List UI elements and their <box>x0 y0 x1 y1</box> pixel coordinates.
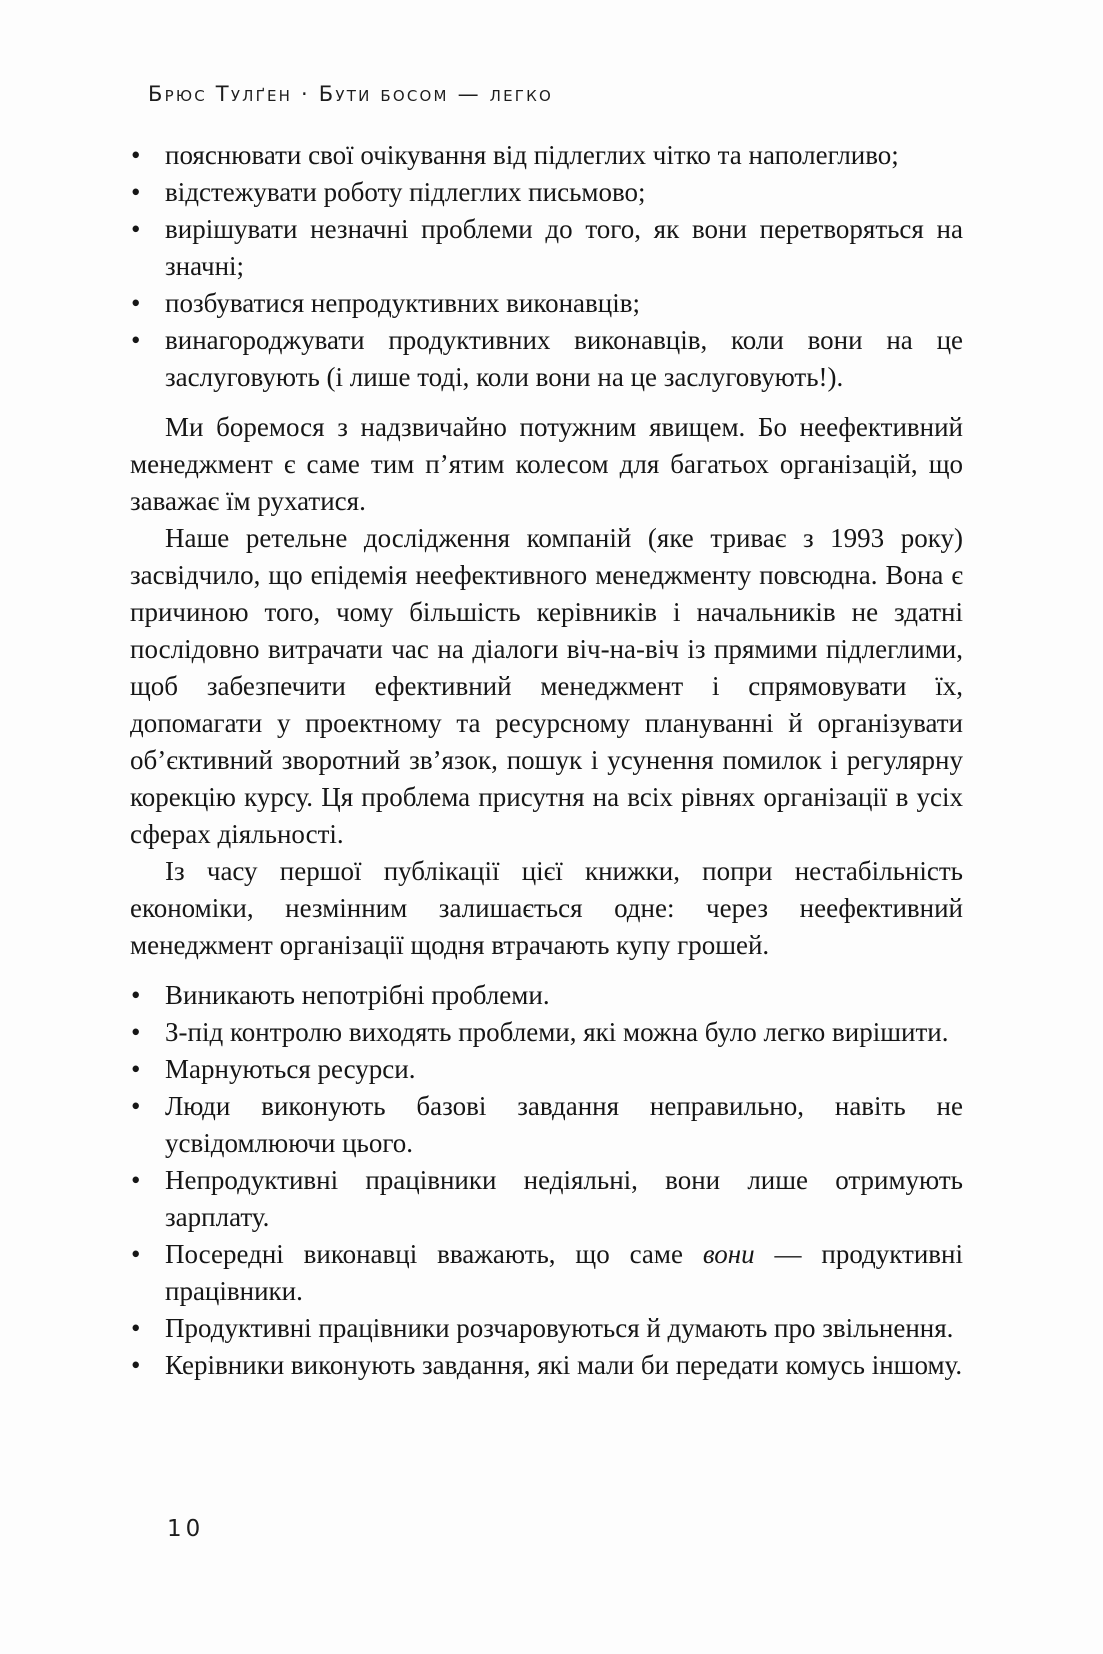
paragraph: Із часу першої публікації цієї книжки, попри нестабільність економіки, незмінним залишається одне: через неефективний менеджмент організації щодня втрачають купу грошей. <box>130 856 963 960</box>
bullet-icon: • <box>131 1017 141 1047</box>
page-body <box>130 137 963 1384</box>
bullet-item <box>130 174 963 211</box>
bullet-item <box>130 1310 963 1347</box>
bullet-list-top <box>130 137 963 396</box>
bullet-icon: • <box>131 1239 141 1269</box>
bullet-text: вирішувати незначні проблеми до того, як вони перетворяться на значні; <box>165 214 963 281</box>
bullet-text: Продуктивні працівники розчаровуються й думають про звільнення. <box>165 1313 954 1343</box>
bullet-icon: • <box>131 288 141 318</box>
bullet-text: Марнуються ресурси. <box>165 1054 416 1084</box>
paragraph: Ми боремося з надзвичайно потужним явищем. Бо неефективний менеджмент є саме тим п’ятим колесом для багатьох організацій, що заважає їм рухатися. <box>130 412 963 516</box>
bullet-text: Виникають непотрібні проблеми. <box>165 980 550 1010</box>
bullet-list-bottom <box>130 977 963 1384</box>
bullet-item <box>130 1014 963 1051</box>
bullet-item <box>130 322 963 396</box>
bullet-icon: • <box>131 214 141 244</box>
bullet-icon: • <box>131 140 141 170</box>
bullet-text: Люди виконують базові завдання неправильно, навіть не усвідомлюючи цього. <box>165 1091 963 1158</box>
bullet-icon: • <box>131 177 141 207</box>
paragraph: Наше ретельне дослідження компаній (яке триває з 1993 року) засвідчило, що епідемія неефективного менеджменту повсюдна. Вона є причиною того, чому більшість керівників і начальників не здатні послідовно витрачати час на діалоги віч-на-віч із прямими підлеглими, щоб забезпечити ефективний менеджмент і спрямовувати їх, допомагати у проектному та ресурсному плануванні й організувати об’єктивний зворотний зв’язок, пошук і усунення помилок і регулярну корекцію курсу. Ця проблема присутня на всіх рівнях організації в усіх сферах діяльності. <box>130 523 963 849</box>
running-header: Брюс Тулґен · Бути босом — легко <box>148 82 554 106</box>
bullet-text: пояснювати свої очікування від підлеглих чітко та наполегливо; <box>165 140 899 170</box>
bullet-item <box>130 1051 963 1088</box>
bullet-item <box>130 1162 963 1236</box>
bullet-text: відстежувати роботу підлеглих письмово; <box>165 177 646 207</box>
bullet-item <box>130 1236 963 1310</box>
bullet-icon: • <box>131 1054 141 1084</box>
bullet-text: Посередні виконавці вважають, що саме <box>165 1239 703 1269</box>
emphasized-word: вони <box>702 1239 755 1269</box>
bullet-item <box>130 1347 963 1384</box>
bullet-text: винагороджувати продуктивних виконавців, коли вони на це заслуговують (і лише тоді, коли вони на це заслуговують!). <box>165 325 963 392</box>
bullet-icon: • <box>131 1350 141 1380</box>
bullet-item <box>130 137 963 174</box>
bullet-text: позбуватися непродуктивних виконавців; <box>165 288 640 318</box>
bullet-text: З-під контролю виходять проблеми, які можна було легко вирішити. <box>165 1017 949 1047</box>
bullet-icon: • <box>131 1165 141 1195</box>
bullet-icon: • <box>131 1091 141 1121</box>
page-number: 10 <box>167 1516 205 1542</box>
bullet-text: — продуктивні працівники. <box>165 1239 963 1306</box>
bullet-icon: • <box>131 325 141 355</box>
bullet-icon: • <box>131 980 141 1010</box>
bullet-item <box>130 1088 963 1162</box>
bullet-item <box>130 211 963 285</box>
bullet-item <box>130 977 963 1014</box>
body-paragraphs <box>130 409 963 964</box>
bullet-icon: • <box>131 1313 141 1343</box>
bullet-text: Керівники виконують завдання, які мали би передати комусь іншому. <box>165 1350 963 1380</box>
bullet-text: Непродуктивні працівники недіяльні, вони лише отримують зарплату. <box>165 1165 963 1232</box>
bullet-item <box>130 285 963 322</box>
